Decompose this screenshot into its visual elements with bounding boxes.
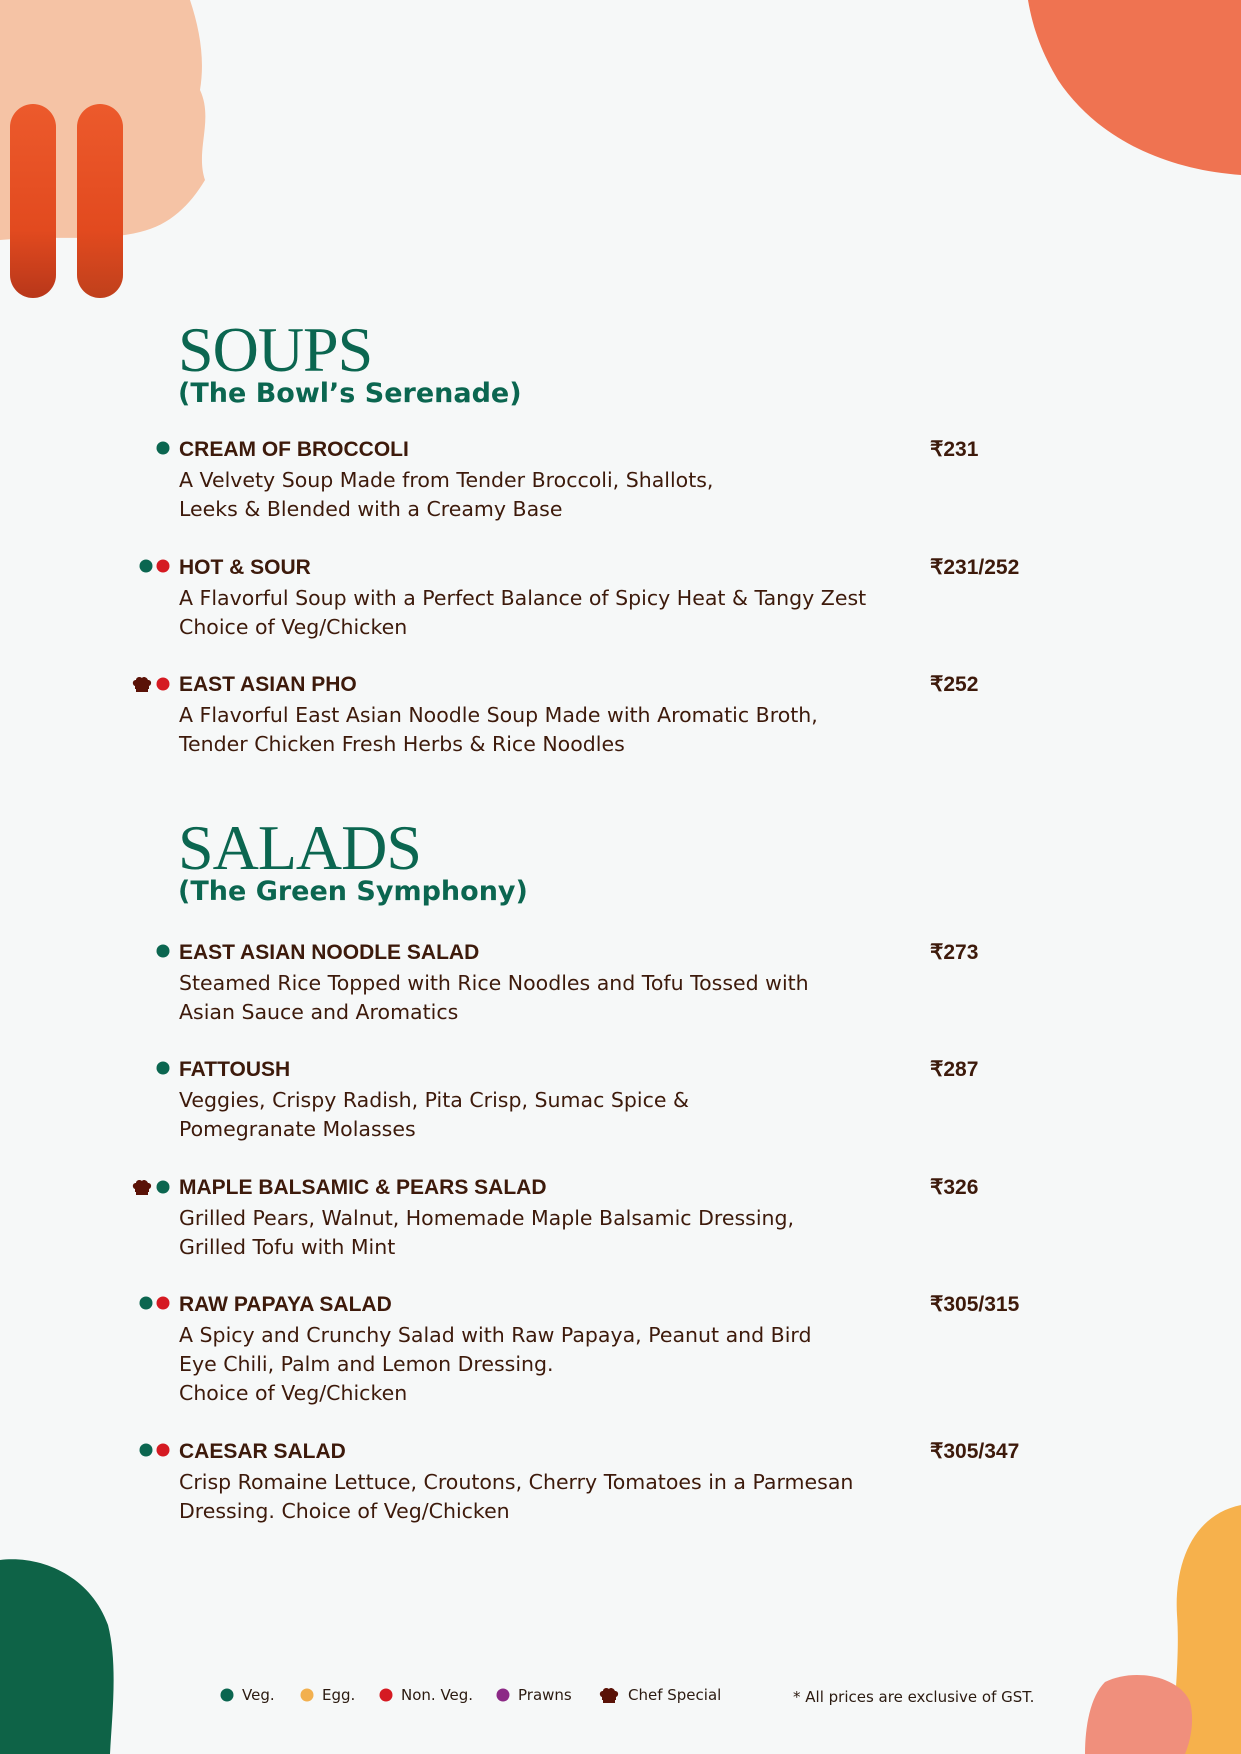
legend-non-veg <box>379 1686 473 1704</box>
non-veg-dot-icon <box>156 559 170 573</box>
legend-veg <box>220 1686 275 1704</box>
item-markers <box>156 441 170 459</box>
item-markers <box>156 944 170 962</box>
salads-title: SALADS <box>178 812 421 883</box>
non-veg-dot-icon <box>379 1688 393 1702</box>
gst-note: * All prices are exclusive of GST. <box>793 1688 1035 1706</box>
non-veg-dot-icon <box>156 677 170 691</box>
salads-subtitle: (The Green Symphony) <box>178 876 528 907</box>
item-name: HOT & SOUR <box>179 556 311 579</box>
veg-dot-icon <box>139 1296 153 1310</box>
item-markers <box>139 1296 170 1314</box>
item-name: MAPLE BALSAMIC & PEARS SALAD <box>179 1176 547 1199</box>
chef-hat-icon <box>131 1179 153 1195</box>
item-description: Steamed Rice Topped with Rice Noodles and Tofu Tossed with Asian Sauce and Aromatics <box>179 971 809 1024</box>
veg-dot-icon <box>220 1688 234 1702</box>
prawns-dot-icon <box>496 1688 510 1702</box>
item-markers <box>139 559 170 577</box>
item-price: ₹326 <box>930 1176 979 1199</box>
utensil-handle-left <box>10 104 58 300</box>
item-markers <box>139 1443 170 1461</box>
item-name: FATTOUSH <box>179 1058 291 1081</box>
veg-dot-icon <box>156 1061 170 1075</box>
legend-prawns <box>496 1686 572 1704</box>
item-markers <box>131 1179 170 1197</box>
egg-dot-icon <box>300 1688 314 1702</box>
legend-chef-special <box>598 1686 721 1704</box>
legend <box>0 1686 1241 1712</box>
legend-label: Veg. <box>242 1686 275 1704</box>
item-description: A Flavorful Soup with a Perfect Balance of Spicy Heat & Tangy Zest Choice of Veg/Chicken <box>179 586 867 639</box>
item-price: ₹305/347 <box>930 1440 1020 1463</box>
veg-dot-icon <box>156 944 170 958</box>
chef-hat-icon <box>131 676 153 692</box>
item-name: EAST ASIAN PHO <box>179 673 357 696</box>
legend-label: Egg. <box>322 1686 356 1704</box>
legend-egg <box>300 1686 355 1704</box>
item-price: ₹231/252 <box>930 556 1020 579</box>
item-name: CAESAR SALAD <box>179 1440 346 1463</box>
chef-hat-icon <box>598 1687 620 1703</box>
legend-label: Chef Special <box>628 1686 722 1704</box>
item-price: ₹287 <box>930 1058 979 1081</box>
item-description: A Spicy and Crunchy Salad with Raw Papaya, Peanut and Bird Eye Chili, Palm and Lemon Dressing. Choice of Veg/Chicken <box>179 1323 812 1405</box>
item-description: A Velvety Soup Made from Tender Broccoli, Shallots, Leeks & Blended with a Creamy Base <box>179 468 714 521</box>
utensil-handle-right <box>77 104 125 300</box>
item-name: CREAM OF BROCCOLI <box>179 438 409 461</box>
item-description: Veggies, Crispy Radish, Pita Crisp, Sumac Spice & Pomegranate Molasses <box>179 1088 689 1141</box>
item-description: Crisp Romaine Lettuce, Croutons, Cherry Tomatoes in a Parmesan Dressing. Choice of Veg/Chicken <box>179 1470 854 1523</box>
bottom-left-green-blob <box>0 1555 120 1754</box>
chef-hat-icon <box>598 1687 620 1703</box>
item-description: Grilled Pears, Walnut, Homemade Maple Balsamic Dressing, Grilled Tofu with Mint <box>179 1206 795 1259</box>
veg-dot-icon <box>139 559 153 573</box>
item-markers <box>156 1061 170 1079</box>
item-price: ₹273 <box>930 941 979 964</box>
bottom-right-pink-blob <box>1085 1672 1195 1754</box>
item-markers <box>131 676 170 694</box>
legend-label: Prawns <box>518 1686 572 1704</box>
item-name: RAW PAPAYA SALAD <box>179 1293 392 1316</box>
veg-dot-icon <box>139 1443 153 1457</box>
prawns-dot-icon <box>496 1688 510 1702</box>
non-veg-dot-icon <box>156 1443 170 1457</box>
veg-dot-icon <box>156 441 170 455</box>
veg-dot-icon <box>156 1180 170 1194</box>
legend-label: Non. Veg. <box>401 1686 474 1704</box>
egg-dot-icon <box>300 1688 314 1702</box>
item-description: A Flavorful East Asian Noodle Soup Made with Aromatic Broth, Tender Chicken Fresh Herbs & Rice Noodles <box>179 703 818 756</box>
item-name: EAST ASIAN NOODLE SALAD <box>179 941 480 964</box>
non-veg-dot-icon <box>379 1688 393 1702</box>
veg-dot-icon <box>220 1688 234 1702</box>
non-veg-dot-icon <box>156 1296 170 1310</box>
item-price: ₹231 <box>930 438 979 461</box>
soups-subtitle: (The Bowl’s Serenade) <box>178 378 522 409</box>
top-right-orange-blob <box>1028 0 1241 180</box>
item-price: ₹252 <box>930 673 979 696</box>
soups-title: SOUPS <box>178 314 373 385</box>
item-price: ₹305/315 <box>930 1293 1020 1316</box>
